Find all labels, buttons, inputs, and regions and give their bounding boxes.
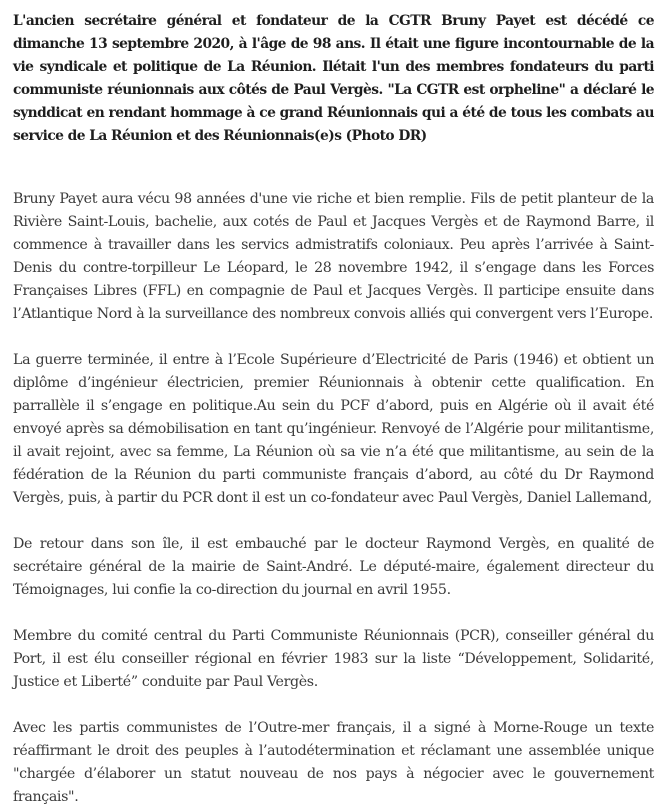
spacer: [13, 510, 654, 533]
paragraph-morne-rouge: Avec les partis communistes de l’Outre-mer français, il a signé à Morne-Rouge un texte réaffirmant le droit des peuples à l’autodétermination et réclamant une assemblée unique "chargée d’élaborer un statut nouveau de nos pays à négocier avec le gouvernement français".: [13, 720, 654, 805]
paragraph-early-life: Bruny Payet aura vécu 98 années d'une vie riche et bien remplie. Fils de petit planteur de la Rivière Saint-Louis, bachelie, aux cotés de Paul et Jacques Vergès et de Raymond Barre, il commence à travailler dans les servics admistratifs coloniaux. Peu après l’arrivée à Saint-Denis du contre-torpilleur Le Léopard, le 28 novembre 1942, il s’engage dans les Forces Françaises Libres (FFL) en compagnie de Paul et Jacques Vergès. Il participe ensuite dans l’Atlantique Nord à la surveillance des nombreux convois alliés qui convergent vers l’Europe.: [13, 191, 654, 322]
spacer: [13, 694, 654, 717]
paragraph-pcr-member: Membre du comité central du Parti Communiste Réunionnais (PCR), conseiller général du Port, il est élu conseiller régional en février 1983 sur la liste “Développement, Solidarité, Justice et Liberté” conduite par Paul Vergès.: [13, 628, 654, 690]
spacer: [13, 148, 654, 188]
paragraph-return-home: De retour dans son île, il est embauché par le docteur Raymond Vergès, en qualité de secrétaire général de la mairie de Saint-André. Le député-maire, également directeur du Témoignages, lui confie la co-direction du journal en avril 1955.: [13, 536, 654, 598]
article-body: [13, 10, 654, 809]
photo-caption: L'ancien secrétaire général et fondateur de la CGTR Bruny Payet est décédé ce dimanche 13 septembre 2020, à l'âge de 98 ans. Il était une figure incontournable de la vie syndicale et politique de La Réunion. Ilétait l'un des membres fondateurs du parti communiste réunionnais aux côtés de Paul Vergès. "La CGTR est orpheline" a déclaré le synddicat en rendant hommage à ce grand Réunionnais qui a été de tous les combats au service de La Réunion et des Réunionnais(e)s (Photo DR): [13, 13, 654, 144]
spacer: [13, 602, 654, 625]
spacer: [13, 326, 654, 349]
paragraph-education-politics: La guerre terminée, il entre à l’Ecole Supérieure d’Electricité de Paris (1946) et obtient un diplôme d’ingénieur électricien, premier Réunionnais à obtenir cette qualification. En parrallèle il s’engage en politique.Au sein du PCF d’abord, puis en Algérie où il avait été envoyé après sa démobilisation en tant qu’ingénieur. Renvoyé de l’Algérie pour militantisme, il avait rejoint, avec sa femme, La Réunion où sa vie n’a été que militantisme, au sein de la fédération de la Réunion du parti communiste français d’abord, au côté du Dr Raymond Vergès, puis, à partir du PCR dont il est un co-fondateur avec Paul Vergès, Daniel Lallemand,: [13, 352, 654, 506]
